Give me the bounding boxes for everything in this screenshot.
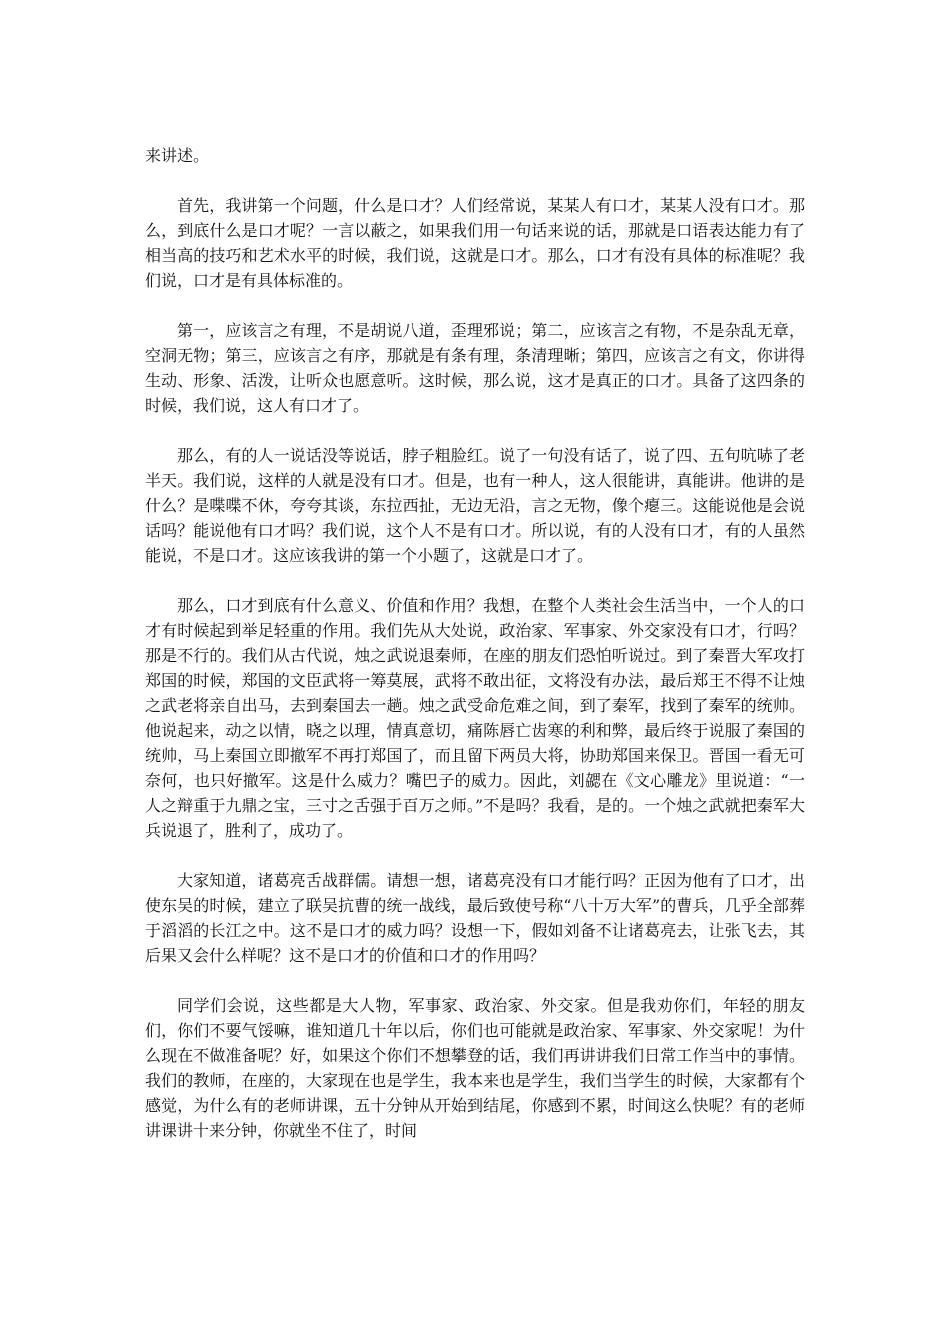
document-body	[145, 143, 805, 1168]
paragraph-no-eloquence: 那么，有的人一说话没等说话，脖子粗脸红。说了一句没有话了，说了四、五句吭哧了老半天。我们说，这样的人就是没有口才。但是，也有一种人，这人很能讲，真能讲。他讲的是什么？是喋喋不休，夸夸其谈，东拉西扯，无边无沿，言之无物，像个瘪三。这能说他是会说话吗？能说他有口才吗？我们说，这个人不是有口才。所以说，有的人没有口才，有的人虽然能说，不是口才。这应该我讲的第一个小题了，这就是口才了。	[145, 446, 805, 565]
paragraph-students: 同学们会说，这些都是大人物，军事家、政治家、外交家。但是我劝你们，年轻的朋友们，你们不要气馁嘛，谁知道几十年以后，你们也可能就是政治家、军事家、外交家呢！为什么现在不做准备呢？好，如果这个你们不想攀登的话，我们再讲讲我们日常工作当中的事情。我们的教师，在座的，大家现在也是学生，我本来也是学生，我们当学生的时候，大家都有个感觉，为什么有的老师讲课，五十分钟从开始到结尾，你感到不累，时间这么快呢？有的老师讲课讲十来分钟，你就坐不住了，时间	[145, 996, 805, 1140]
paragraph-four-standards: 第一，应该言之有理，不是胡说八道，歪理邪说；第二，应该言之有物，不是杂乱无章，空洞无物；第三，应该言之有序，那就是有条有理，条清理晰；第四，应该言之有文，你讲得生动、形象、活泼，让听众也愿意听。这时候，那么说，这才是真正的口才。具备了这四条的时候，我们说，这人有口才了。	[145, 321, 805, 415]
paragraph-what-is-eloquence: 首先，我讲第一个问题，什么是口才？人们经常说，某某人有口才，某某人没有口才。那么，到底什么是口才呢？一言以蔽之，如果我们用一句话来说的话，那就是口语表达能力有了相当高的技巧和艺术水平的时候，我们说，这就是口才。那么，口才有没有具体的标准呢？我们说，口才是有具体标准的。	[145, 196, 805, 290]
paragraph-zhuge-liang: 大家知道，诸葛亮舌战群儒。请想一想，诸葛亮没有口才能行吗？正因为他有了口才，出使东吴的时候，建立了联吴抗曹的统一战线，最后致使号称“八十万大军”的曹兵，几乎全部葬于滔滔的长江之中。这不是口才的威力吗？设想一下，假如刘备不让诸葛亮去，让张飞去，其后果又会什么样呢？这不是口才的价值和口才的作用吗？	[145, 871, 805, 965]
paragraph-value-of-eloquence: 那么，口才到底有什么意义、价值和作用？我想，在整个人类社会生活当中，一个人的口才有时候起到举足轻重的作用。我们先从大处说，政治家、军事家、外交家没有口才，行吗？那是不行的。我们从古代说，烛之武说退秦师，在座的朋友们恐怕听说过。到了秦晋大军攻打郑国的时候，郑国的文臣武将一筹莫展，武将不敢出征，文将没有办法，最后郑王不得不让烛之武老将亲自出马，去到秦国去一趟。烛之武受命危难之间，到了秦军，找到了秦军的统帅。他说起来，动之以情，晓之以理，情真意切，痛陈唇亡齿寒的利和弊，最后终于说服了秦国的统帅，马上秦国立即撤军不再打郑国了，而且留下两员大将，协助郑国来保卫。晋国一看无可奈何，也只好撤军。这是什么威力？嘴巴子的威力。因此，刘勰在《文心雕龙》里说道：“一人之辩重于九鼎之宝，三寸之舌强于百万之师。”不是吗？我看，是的。一个烛之武就把秦军大兵说退了，胜利了，成功了。	[145, 596, 805, 840]
paragraph-continuation: 来讲述。	[145, 146, 210, 165]
